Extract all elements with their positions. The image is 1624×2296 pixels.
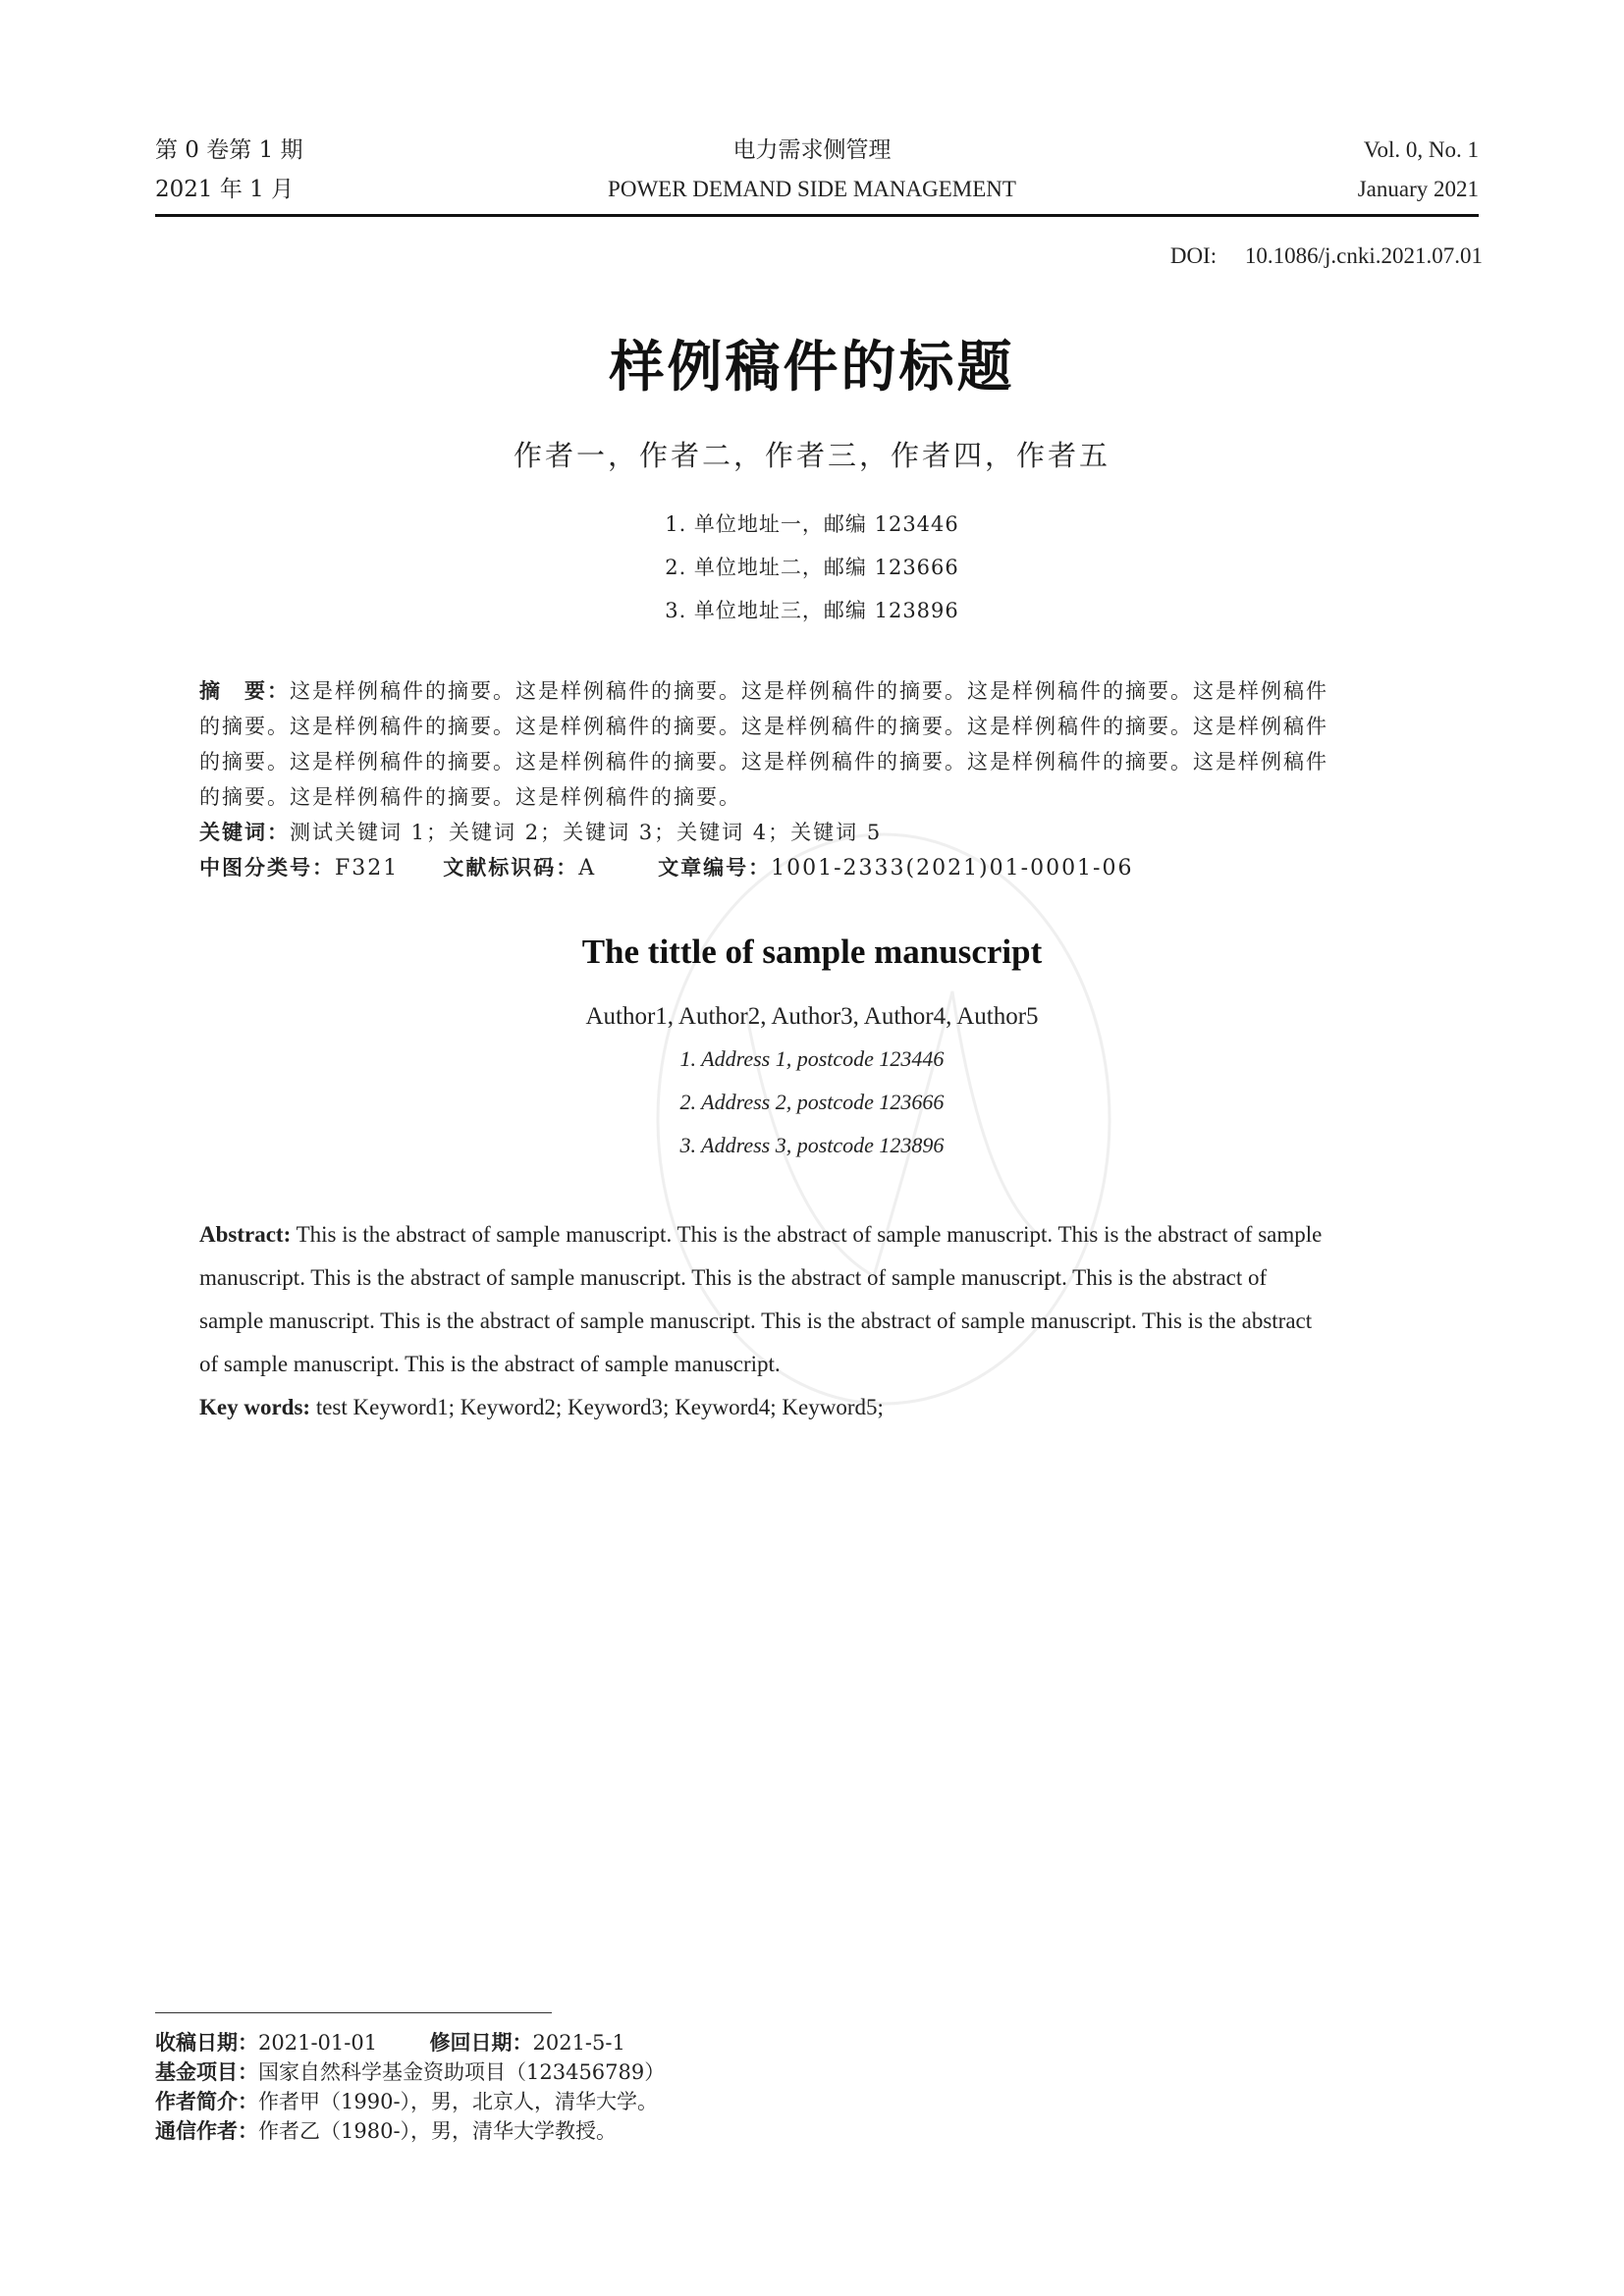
class-label: 中图分类号： [199,856,335,880]
address-cn-3: 3. 单位地址三，邮编 123896 [665,599,959,622]
abstract-cn-line: 的摘要。这是样例稿件的摘要。这是样例稿件的摘要。这是样例稿件的摘要。这是样例稿件的摘要。这是样例稿件 [199,715,1328,738]
footnote-dates [155,2028,625,2057]
header-month-en: January 2021 [1357,177,1479,201]
footnote-fund [155,2057,665,2087]
title-en: The tittle of sample manuscript [581,933,1043,971]
doi-label: DOI: [1169,243,1218,268]
abstract-en [199,1213,1438,1429]
class-value: F321 [335,856,400,881]
authors-cn: 作者一，作者二，作者三，作者四，作者五 [513,439,1110,472]
header-date: 2021 年 1 月 [155,177,295,202]
header-journal-en: POWER DEMAND SIDE MANAGEMENT [608,177,1016,201]
footnote-author [155,2087,658,2116]
keywords-cn: 关键词：测试关键词 1；关键词 2；关键词 3；关键词 4；关键词 5 [199,821,883,844]
abstract-cn [199,673,1438,886]
article-value: 1001-2333(2021)01-0001-06 [771,856,1134,881]
fund-text: 国家自然科学基金资助项目（123456789） [258,2060,666,2084]
title-cn: 样例稿件的标题 [609,336,1015,400]
doi-line [1170,243,1483,269]
classification-line [199,850,1438,886]
keywords-en-label: Key words: [199,1395,311,1419]
header-volume: 第 0 卷第 1 期 [155,137,303,163]
revised-date: 2021-5-1 [532,2031,625,2055]
abstract-en-line: of sample manuscript. This is the abstract of sample manuscript. [199,1352,781,1376]
address-cn-1: 1. 单位地址一，邮编 123446 [665,512,959,536]
keywords-cn-label: 关键词： [199,821,290,844]
author-bio-label: 作者简介： [155,2090,258,2113]
fund-label: 基金项目： [155,2060,258,2084]
header-vol-en: Vol. 0, No. 1 [1363,137,1479,162]
revised-label: 修回日期： [429,2031,533,2055]
author-bio-text: 作者甲（1990-），男，北京人，清华大学。 [258,2090,659,2113]
abstract-en-line: manuscript. This is the abstract of sample manuscript. This is the abstract of sample manuscript. This is the abstract of [199,1265,1268,1290]
address-en-3: 3. Address 3, postcode 123896 [679,1133,945,1157]
doccode-label: 文献标识码： [443,856,579,880]
abstract-cn-line: 的摘要。这是样例稿件的摘要。这是样例稿件的摘要。这是样例稿件的摘要。这是样例稿件的摘要。这是样例稿件 [199,750,1328,774]
footnote-corresponding [155,2116,617,2146]
abstract-cn-label: 摘 要： [199,679,290,703]
address-en-2: 2. Address 2, postcode 123666 [679,1090,945,1114]
article-label: 文章编号： [658,856,772,880]
corresponding-text: 作者乙（1980-），男，清华大学教授。 [258,2119,618,2143]
address-en-1: 1. Address 1, postcode 123446 [679,1046,945,1071]
header-rule [155,214,1479,217]
abstract-en-line: Abstract: This is the abstract of sample manuscript. This is the abstract of sample manuscript. This is the abstract of sample [199,1222,1323,1247]
corresponding-label: 通信作者： [155,2119,258,2143]
doccode-value: A [578,856,597,881]
abstract-cn-line: 摘 要：这是样例稿件的摘要。这是样例稿件的摘要。这是样例稿件的摘要。这是样例稿件的摘要。这是样例稿件 [199,679,1328,703]
keywords-en: Key words: test Keyword1; Keyword2; Keyword3; Keyword4; Keyword5; [199,1395,884,1419]
received-label: 收稿日期： [155,2031,258,2055]
abstract-en-line: sample manuscript. This is the abstract of sample manuscript. This is the abstract of sample manuscript. This is the abstract [199,1308,1313,1333]
address-cn-2: 2. 单位地址二，邮编 123666 [665,556,959,579]
abstract-cn-line: 的摘要。这是样例稿件的摘要。这是样例稿件的摘要。 [199,785,741,809]
authors-en: Author1, Author2, Author3, Author4, Author5 [585,1003,1039,1030]
header-journal-cn: 电力需求侧管理 [732,137,892,163]
footnote-rule [155,2012,552,2013]
abstract-en-label: Abstract: [199,1222,292,1247]
doi-value[interactable]: 10.1086/j.cnki.2021.07.01 [1244,243,1483,268]
received-date: 2021-01-01 [258,2031,378,2055]
